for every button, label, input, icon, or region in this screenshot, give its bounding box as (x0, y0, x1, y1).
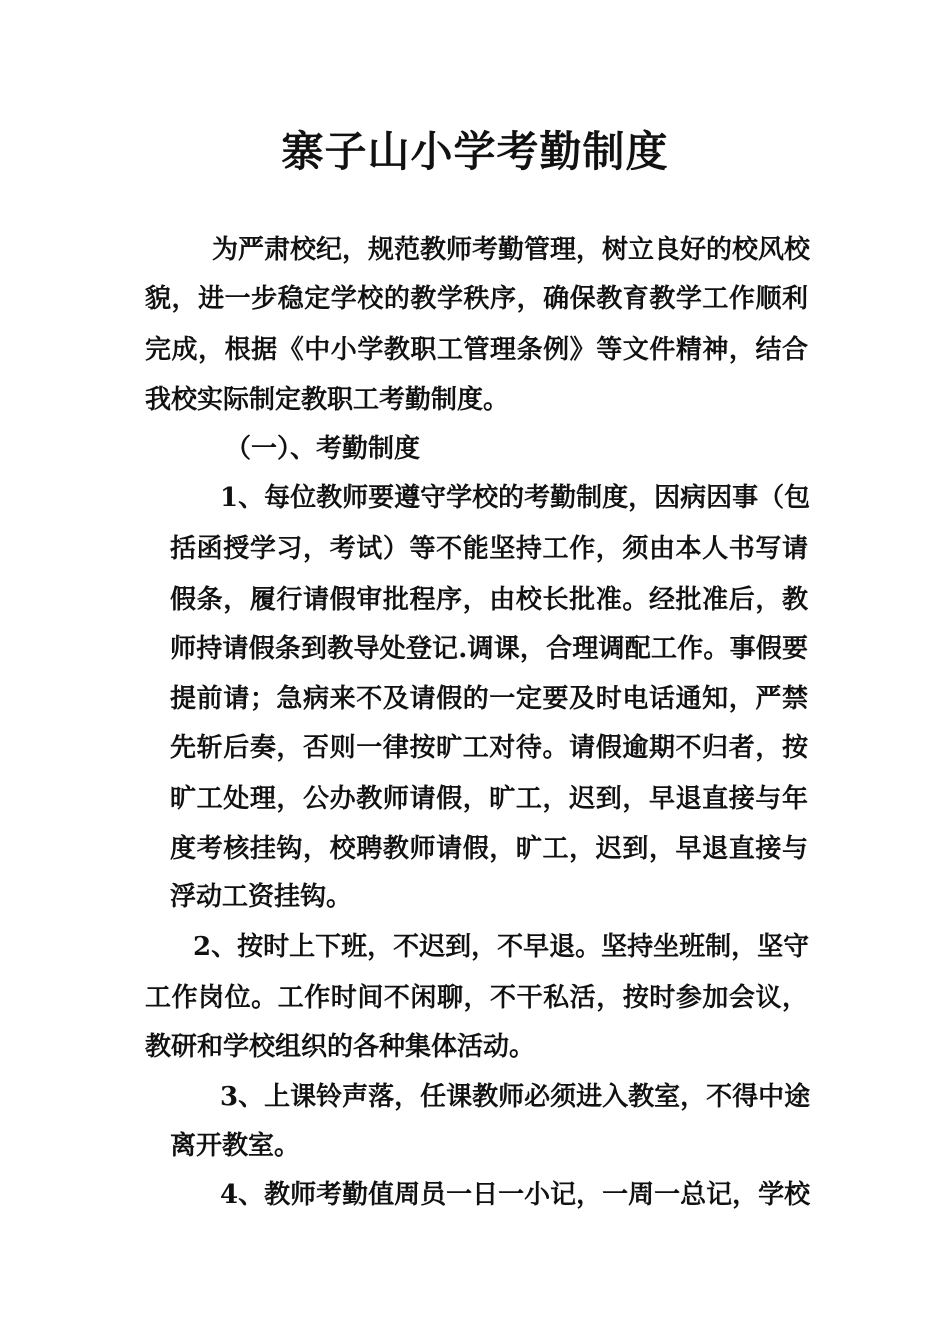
paragraph-line: 提前请；急病来不及请假的一定要及时电话通知，严禁 (170, 684, 808, 714)
paragraph-line: 括函授学习，考试）等不能坚持工作，须由本人书写请 (170, 534, 808, 564)
paragraph-line: 3、上课铃声落，任课教师必须进入教室，不得中途 (220, 1082, 811, 1112)
paragraph-line: 4、教师考勤值周员一日一小记，一周一总记，学校 (220, 1180, 811, 1210)
paragraph-line: 2、按时上下班，不迟到，不早退。坚持坐班制，坚守 (193, 932, 810, 962)
paragraph-line: 工作岗位。工作时间不闲聊，不干私活，按时参加会议， (145, 983, 808, 1013)
paragraph-line: 为严肃校纪，规范教师考勤管理，树立良好的校风校 (212, 235, 811, 265)
paragraph-line: 1、每位教师要遵守学校的考勤制度，因病因事（包 (220, 483, 811, 513)
paragraph-line: 度考核挂钩，校聘教师请假，旷工，迟到，早退直接与 (170, 834, 808, 864)
section-heading: （一）、考勤制度 (225, 434, 421, 464)
document-title: 寨子山小学考勤制度 (281, 127, 669, 176)
paragraph-line: 先斩后奏，否则一律按旷工对待。请假逾期不归者，按 (170, 733, 808, 763)
paragraph-line: 离开教室。 (170, 1131, 301, 1161)
paragraph-line: 假条，履行请假审批程序，由校长批准。经批准后，教 (170, 585, 808, 615)
paragraph-line: 我校实际制定教职工考勤制度。 (145, 385, 510, 415)
paragraph-line: 貌，进一步稳定学校的教学秩序，确保教育教学工作顺利 (145, 284, 808, 314)
paragraph-line: 浮动工资挂钩。 (170, 882, 353, 912)
paragraph-line: 教研和学校组织的各种集体活动。 (145, 1032, 536, 1062)
paragraph-line: 旷工处理，公办教师请假，旷工，迟到，早退直接与年 (170, 784, 808, 814)
paragraph-line: 师持请假条到教导处登记.调课，合理调配工作。事假要 (170, 634, 808, 664)
paragraph-line: 完成，根据《中小学教职工管理条例》等文件精神，结合 (145, 335, 808, 365)
